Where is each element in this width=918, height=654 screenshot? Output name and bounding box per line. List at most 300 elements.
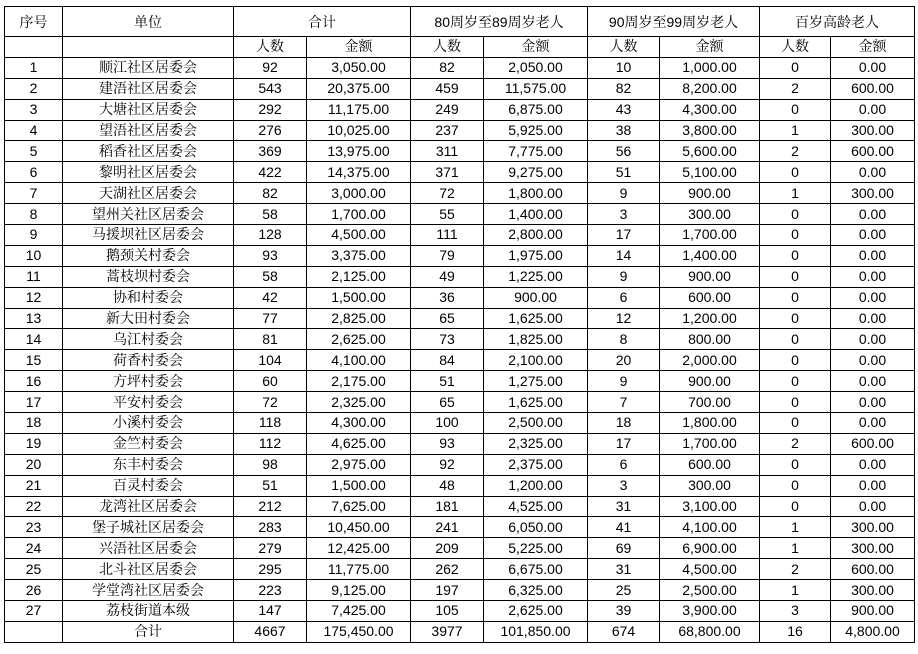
table-cell: 14 [588,245,660,266]
table-cell: 1,625.00 [484,308,588,329]
table-cell: 3 [760,601,831,622]
table-cell: 6,675.00 [484,559,588,580]
table-cell: 0.00 [831,57,915,78]
table-cell: 51 [588,162,660,183]
table-cell: 0.00 [831,413,915,434]
table-cell: 1 [760,183,831,204]
table-cell: 7,625.00 [307,496,411,517]
header-empty-cell [63,37,234,58]
table-cell: 1,000.00 [660,57,760,78]
table-cell: 1,275.00 [484,371,588,392]
table-cell: 蒿枝坝村委会 [63,266,234,287]
table-cell: 36 [411,287,484,308]
table-cell: 0 [760,99,831,120]
table-cell: 84 [411,350,484,371]
header-empty-cell [5,37,63,58]
table-cell: 79 [411,245,484,266]
table-cell: 0.00 [831,496,915,517]
table-cell: 2,175.00 [307,371,411,392]
table-cell: 1 [760,538,831,559]
table-cell: 2,975.00 [307,454,411,475]
table-cell: 2,825.00 [307,308,411,329]
table-cell: 2 [760,78,831,99]
table-cell: 311 [411,141,484,162]
table-cell: 鹅颈关村委会 [63,245,234,266]
table-cell: 7 [5,183,63,204]
table-cell: 300.00 [660,204,760,225]
table-cell: 1,800.00 [484,183,588,204]
table-cell: 0 [760,245,831,266]
table-cell: 10 [5,245,63,266]
table-cell: 1,700.00 [660,225,760,246]
table-cell: 1 [760,517,831,538]
table-cell: 600.00 [660,287,760,308]
table-cell: 12 [588,308,660,329]
table-cell: 25 [5,559,63,580]
table-cell: 181 [411,496,484,517]
table-cell: 黎明社区居委会 [63,162,234,183]
table-cell: 48 [411,475,484,496]
totals-cell: 4667 [234,621,307,642]
table-cell: 300.00 [831,120,915,141]
table-cell: 金竺村委会 [63,433,234,454]
table-cell: 20 [5,454,63,475]
table-cell: 1 [760,580,831,601]
table-cell: 900.00 [484,287,588,308]
header-row-sub [5,37,915,58]
table-cell: 24 [5,538,63,559]
header-amount: 金额 [484,37,588,58]
table-cell: 1,825.00 [484,329,588,350]
table-cell: 4,100.00 [307,350,411,371]
table-cell: 9 [5,225,63,246]
table-cell: 16 [5,371,63,392]
table-cell: 20,375.00 [307,78,411,99]
table-cell: 15 [5,350,63,371]
table-cell: 237 [411,120,484,141]
table-cell: 209 [411,538,484,559]
table-cell: 9,275.00 [484,162,588,183]
table-cell: 1 [760,120,831,141]
table-cell: 8 [5,204,63,225]
table-cell: 10,025.00 [307,120,411,141]
table-cell: 900.00 [660,266,760,287]
table-body [5,57,915,621]
table-cell: 11 [5,266,63,287]
table-row [5,245,915,266]
table-cell: 6,875.00 [484,99,588,120]
table-cell: 900.00 [660,183,760,204]
header-amount: 金额 [831,37,915,58]
table-cell: 56 [588,141,660,162]
table-cell: 111 [411,225,484,246]
header-count: 人数 [234,37,307,58]
table-cell: 5,600.00 [660,141,760,162]
table-cell: 顺江社区居委会 [63,57,234,78]
table-cell: 51 [411,371,484,392]
table-cell: 0 [760,287,831,308]
table-cell: 0 [760,475,831,496]
table-cell: 7,425.00 [307,601,411,622]
table-cell: 197 [411,580,484,601]
table-cell: 百灵村委会 [63,475,234,496]
table-cell: 2 [760,433,831,454]
table-cell: 2 [760,559,831,580]
table-row [5,141,915,162]
table-row [5,120,915,141]
table-cell: 3,900.00 [660,601,760,622]
table-cell: 0.00 [831,162,915,183]
table-row [5,433,915,454]
table-cell: 100 [411,413,484,434]
table-cell: 49 [411,266,484,287]
table-row [5,162,915,183]
table-cell: 212 [234,496,307,517]
table-cell: 0.00 [831,225,915,246]
header-age-80-89: 80周岁至89周岁老人 [411,7,588,37]
table-cell: 9 [588,371,660,392]
table-cell: 65 [411,392,484,413]
table-cell: 98 [234,454,307,475]
table-cell: 0.00 [831,350,915,371]
table-row [5,329,915,350]
table-cell: 0.00 [831,392,915,413]
table-cell: 92 [234,57,307,78]
table-row [5,99,915,120]
table-cell: 77 [234,308,307,329]
table-cell: 300.00 [831,517,915,538]
table-cell: 82 [588,78,660,99]
table-cell: 92 [411,454,484,475]
table-cell: 1,225.00 [484,266,588,287]
table-cell: 14,375.00 [307,162,411,183]
table-cell: 118 [234,413,307,434]
table-row [5,454,915,475]
table-cell: 104 [234,350,307,371]
table-cell: 3 [5,99,63,120]
table-cell: 2 [760,141,831,162]
table-row [5,413,915,434]
table-cell: 18 [588,413,660,434]
table-cell: 422 [234,162,307,183]
table-cell: 3,375.00 [307,245,411,266]
table-cell: 3,050.00 [307,57,411,78]
table-cell: 大塘社区居委会 [63,99,234,120]
table-cell: 19 [5,433,63,454]
table-cell: 3,000.00 [307,183,411,204]
table-cell: 72 [234,392,307,413]
totals-cell: 101,850.00 [484,621,588,642]
table-cell: 60 [234,371,307,392]
table-cell: 13,975.00 [307,141,411,162]
table-cell: 4,300.00 [660,99,760,120]
table-cell: 2,625.00 [484,601,588,622]
table-cell: 0.00 [831,287,915,308]
table-cell: 0.00 [831,99,915,120]
table-cell: 900.00 [660,371,760,392]
table-cell: 43 [588,99,660,120]
table-cell: 283 [234,517,307,538]
table-cell: 1,700.00 [660,433,760,454]
table-cell: 300.00 [831,580,915,601]
table-cell: 25 [588,580,660,601]
table-cell: 0 [760,266,831,287]
table-cell: 300.00 [831,183,915,204]
table-cell: 望州关社区居委会 [63,204,234,225]
table-row [5,371,915,392]
header-amount: 金额 [307,37,411,58]
table-cell: 稻香社区居委会 [63,141,234,162]
table-cell: 2 [5,78,63,99]
table-row [5,78,915,99]
totals-cell: 合计 [63,621,234,642]
table-cell: 6,900.00 [660,538,760,559]
table-cell: 4,500.00 [660,559,760,580]
table-cell: 2,325.00 [484,433,588,454]
table-cell: 72 [411,183,484,204]
table-cell: 建浯社区居委会 [63,78,234,99]
table-cell: 41 [588,517,660,538]
table-cell: 11,575.00 [484,78,588,99]
table-cell: 371 [411,162,484,183]
table-cell: 平安村委会 [63,392,234,413]
table-cell: 14 [5,329,63,350]
table-cell: 1,975.00 [484,245,588,266]
header-amount: 金额 [660,37,760,58]
table-cell: 龙湾社区居委会 [63,496,234,517]
table-cell: 3 [588,204,660,225]
table-cell: 262 [411,559,484,580]
table-cell: 600.00 [660,454,760,475]
table-cell: 13 [5,308,63,329]
table-cell: 73 [411,329,484,350]
table-cell: 249 [411,99,484,120]
table-cell: 9 [588,266,660,287]
table-cell: 新大田村委会 [63,308,234,329]
table-cell: 93 [411,433,484,454]
table-cell: 马援坝社区居委会 [63,225,234,246]
table-cell: 8,200.00 [660,78,760,99]
table-cell: 堡子城社区居委会 [63,517,234,538]
table-cell: 1,200.00 [484,475,588,496]
table-cell: 82 [411,57,484,78]
table-cell: 1,400.00 [484,204,588,225]
table-cell: 北斗社区居委会 [63,559,234,580]
table-cell: 241 [411,517,484,538]
table-cell: 38 [588,120,660,141]
table-cell: 82 [234,183,307,204]
table-cell: 93 [234,245,307,266]
table-cell: 292 [234,99,307,120]
table-row [5,601,915,622]
table-cell: 3,100.00 [660,496,760,517]
table-cell: 荔枝街道本级 [63,601,234,622]
table-cell: 1,400.00 [660,245,760,266]
table-cell: 22 [5,496,63,517]
table-cell: 5,925.00 [484,120,588,141]
table-cell: 荷香村委会 [63,350,234,371]
header-seq: 序号 [5,7,63,37]
table-cell: 协和村委会 [63,287,234,308]
table-cell: 58 [234,266,307,287]
table-cell: 6 [5,162,63,183]
table-cell: 0.00 [831,329,915,350]
allowance-table [4,6,915,643]
table-cell: 23 [5,517,63,538]
table-row [5,287,915,308]
table-cell: 6,325.00 [484,580,588,601]
table-cell: 9,125.00 [307,580,411,601]
table-cell: 17 [5,392,63,413]
table-cell: 7 [588,392,660,413]
header-count: 人数 [588,37,660,58]
table-cell: 300.00 [660,475,760,496]
table-cell: 望浯社区居委会 [63,120,234,141]
table-cell: 459 [411,78,484,99]
table-row [5,392,915,413]
table-cell: 9 [588,183,660,204]
table-cell: 小溪村委会 [63,413,234,434]
table-cell: 4,300.00 [307,413,411,434]
table-row [5,475,915,496]
table-cell: 279 [234,538,307,559]
table-cell: 1,625.00 [484,392,588,413]
table-cell: 5,100.00 [660,162,760,183]
table-cell: 11,175.00 [307,99,411,120]
header-total: 合计 [234,7,411,37]
totals-row [5,621,915,642]
table-cell: 0.00 [831,308,915,329]
table-cell: 7,775.00 [484,141,588,162]
table-cell: 8 [588,329,660,350]
table-cell: 17 [588,225,660,246]
table-cell: 600.00 [831,559,915,580]
table-cell: 2,375.00 [484,454,588,475]
table-cell: 10 [588,57,660,78]
table-cell: 223 [234,580,307,601]
table-row [5,183,915,204]
table-cell: 东丰村委会 [63,454,234,475]
table-cell: 4,500.00 [307,225,411,246]
table-cell: 0 [760,371,831,392]
table-cell: 600.00 [831,141,915,162]
table-cell: 0 [760,454,831,475]
table-cell: 543 [234,78,307,99]
table-cell: 0.00 [831,266,915,287]
table-cell: 10,450.00 [307,517,411,538]
table-cell: 55 [411,204,484,225]
table-cell: 1,200.00 [660,308,760,329]
totals-cell: 674 [588,621,660,642]
table-cell: 600.00 [831,78,915,99]
table-cell: 0 [760,496,831,517]
table-row [5,580,915,601]
table-cell: 0 [760,350,831,371]
table-cell: 0 [760,162,831,183]
table-cell: 18 [5,413,63,434]
table-cell: 20 [588,350,660,371]
table-cell: 26 [5,580,63,601]
table-row [5,538,915,559]
table-cell: 12 [5,287,63,308]
table-cell: 0 [760,329,831,350]
table-cell: 31 [588,559,660,580]
totals-cell: 4,800.00 [831,621,915,642]
table-cell: 2,325.00 [307,392,411,413]
table-cell: 2,100.00 [484,350,588,371]
table-cell: 300.00 [831,538,915,559]
table-cell: 3 [588,475,660,496]
table-row [5,559,915,580]
table-cell: 4 [5,120,63,141]
totals-cell: 68,800.00 [660,621,760,642]
table-cell: 2,000.00 [660,350,760,371]
table-cell: 2,050.00 [484,57,588,78]
table-cell: 369 [234,141,307,162]
table-cell: 65 [411,308,484,329]
table-cell: 0.00 [831,371,915,392]
table-row [5,308,915,329]
table-cell: 学堂湾社区居委会 [63,580,234,601]
table-cell: 天湖社区居委会 [63,183,234,204]
table-cell: 0 [760,392,831,413]
table-cell: 0.00 [831,475,915,496]
table-cell: 2,125.00 [307,266,411,287]
table-cell: 128 [234,225,307,246]
table-cell: 800.00 [660,329,760,350]
table-cell: 105 [411,601,484,622]
table-cell: 39 [588,601,660,622]
table-cell: 81 [234,329,307,350]
table-cell: 2,500.00 [484,413,588,434]
table-cell: 4,625.00 [307,433,411,454]
table-cell: 4,100.00 [660,517,760,538]
header-count: 人数 [411,37,484,58]
table-cell: 1,500.00 [307,475,411,496]
table-cell: 600.00 [831,433,915,454]
table-cell: 0.00 [831,245,915,266]
table-cell: 6,050.00 [484,517,588,538]
table-cell: 69 [588,538,660,559]
table-cell: 5,225.00 [484,538,588,559]
table-cell: 21 [5,475,63,496]
table-cell: 兴浯社区居委会 [63,538,234,559]
table-row [5,517,915,538]
totals-cell [5,621,63,642]
table-cell: 11,775.00 [307,559,411,580]
table-cell: 0.00 [831,204,915,225]
table-cell: 5 [5,141,63,162]
table-cell: 0.00 [831,454,915,475]
header-age-90-99: 90周岁至99周岁老人 [588,7,760,37]
table-cell: 0 [760,204,831,225]
table-row [5,496,915,517]
table-cell: 17 [588,433,660,454]
table-cell: 27 [5,601,63,622]
totals-cell: 16 [760,621,831,642]
table-cell: 0 [760,57,831,78]
table-cell: 112 [234,433,307,454]
table-cell: 0 [760,413,831,434]
table-cell: 900.00 [831,601,915,622]
table-cell: 295 [234,559,307,580]
table-cell: 42 [234,287,307,308]
table-cell: 147 [234,601,307,622]
table-cell: 3,800.00 [660,120,760,141]
table-cell: 0 [760,308,831,329]
table-cell: 6 [588,454,660,475]
table-row [5,266,915,287]
